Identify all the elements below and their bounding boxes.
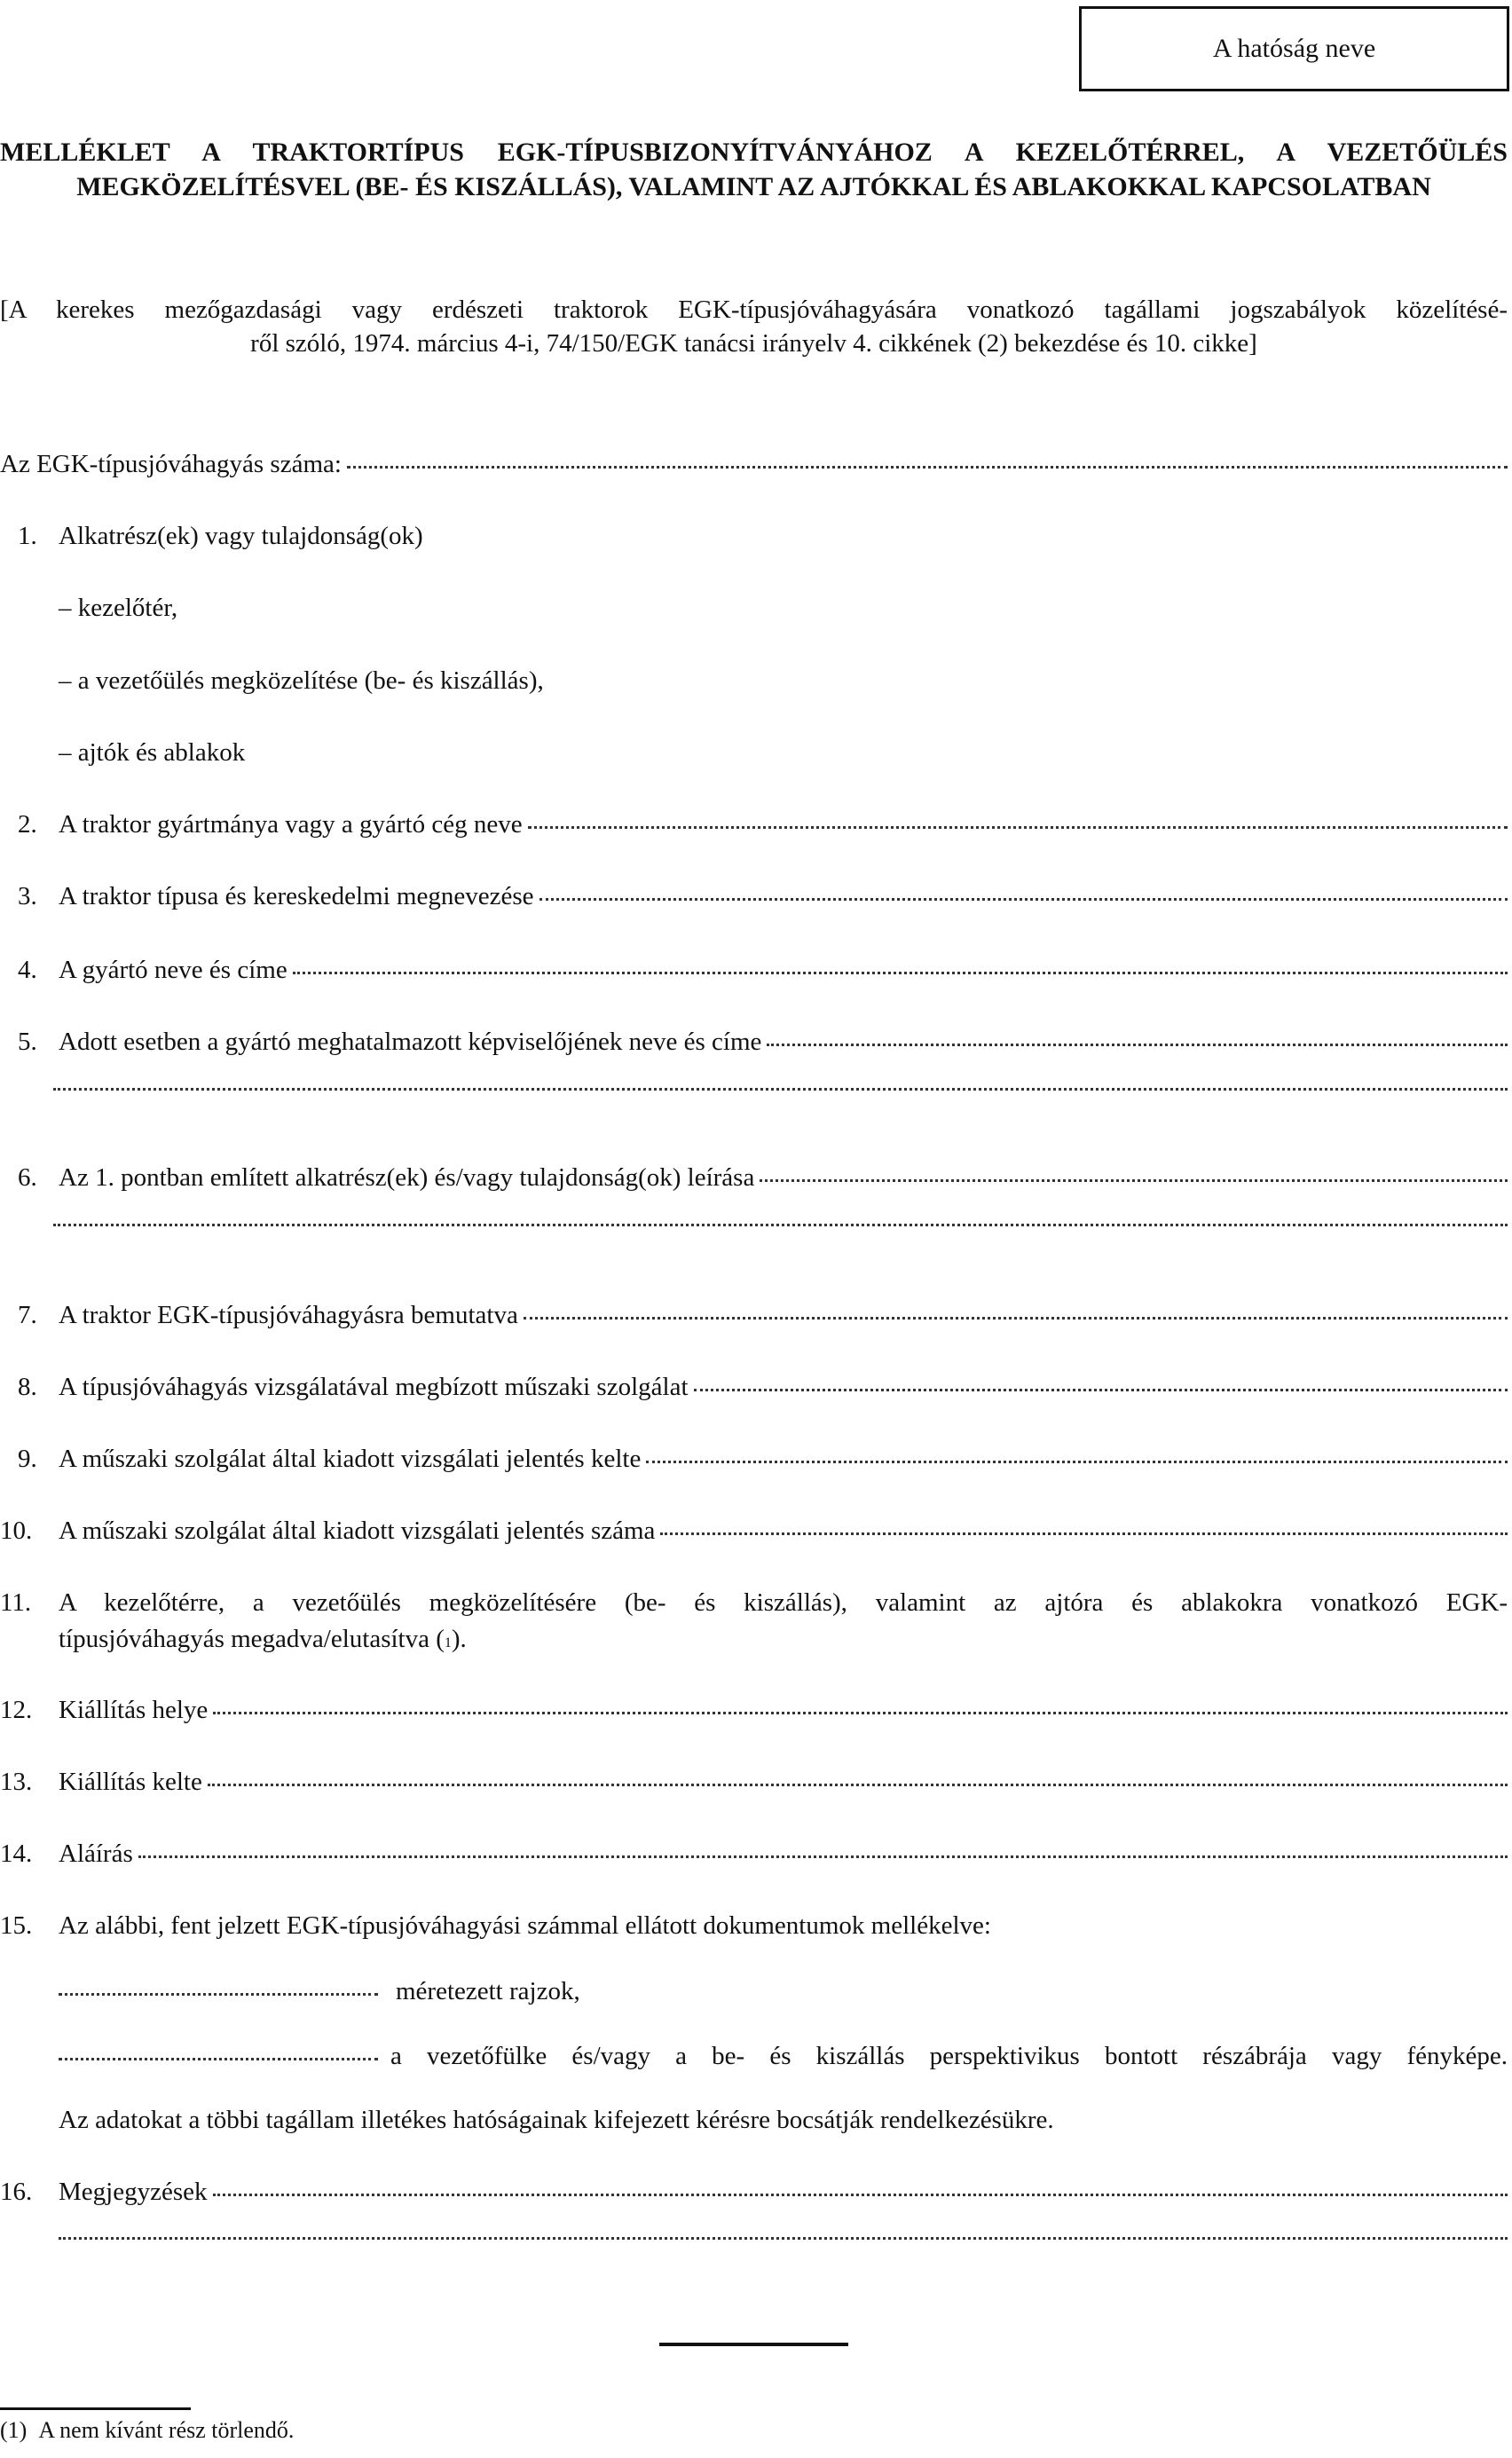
item-number: 3. — [18, 882, 37, 910]
item-15-photo-field[interactable] — [59, 2038, 1508, 2074]
item-label: A gyártó neve és címe — [59, 956, 287, 984]
item-1 — [18, 518, 1508, 554]
item-4-field[interactable] — [18, 952, 1508, 988]
dotted-leader — [59, 2237, 1508, 2240]
dotted-leader — [293, 972, 1508, 974]
item-12-field[interactable] — [0, 1692, 1508, 1728]
dotted-leader — [646, 1461, 1508, 1463]
item-label: A traktor gyártmánya vagy a gyártó cég neve — [59, 810, 523, 839]
item-11 — [0, 1585, 1508, 1620]
drawings-label: méretezett rajzok, — [396, 1977, 580, 2005]
item-label: Kiállítás kelte — [59, 1768, 202, 1796]
dotted-leader — [53, 1088, 1508, 1091]
item-label: Adott esetben a gyártó meghatalmazott képviselőjének neve és címe — [59, 1028, 762, 1056]
dotted-leader — [138, 1855, 1508, 1858]
item-label: Aláírás — [59, 1840, 133, 1868]
item-16-field[interactable] — [0, 2174, 1508, 2210]
dotted-leader — [213, 1712, 1508, 1714]
item-11-line-2 — [59, 1621, 1508, 1657]
item-label: Alkatrész(ek) vagy tulajdonság(ok) — [59, 522, 423, 550]
end-rule — [659, 2343, 848, 2346]
item-label: Az alábbi, fent jelzett EGK-típusjóváhagyási számmal ellátott dokumentumok mellékelve: — [59, 1911, 991, 1940]
item-8-field[interactable] — [18, 1369, 1508, 1405]
note-text: Az adatokat a többi tagállam illetékes hatóságainak kifejezett kérésre bocsátják rendelkezésükre. — [59, 2106, 1054, 2134]
item-13-field[interactable] — [0, 1764, 1508, 1800]
footnote — [0, 2417, 294, 2444]
item-label: A műszaki szolgálat által kiadott vizsgálati jelentés kelte — [59, 1445, 642, 1473]
item-label: A traktor EGK-típusjóváhagyásra bemutatva — [59, 1301, 518, 1329]
item-number: 11. — [0, 1588, 32, 1617]
item-1-dash-2: – a vezetőülés megközelítése (be- és kiszállás), — [59, 666, 544, 695]
dotted-leader — [539, 898, 1508, 901]
item-5-field[interactable] — [18, 1024, 1508, 1060]
item-6-continuation-field[interactable] — [53, 1227, 1508, 1263]
item-label: A traktor típusa és kereskedelmi megnevezése — [59, 882, 534, 910]
item-6-field[interactable] — [18, 1160, 1508, 1195]
authority-name-label: A hatóság neve — [1212, 34, 1376, 63]
item-7-field[interactable] — [18, 1297, 1508, 1333]
item-5-continuation-field[interactable] — [53, 1091, 1508, 1127]
dotted-leader — [660, 1532, 1508, 1535]
footnote-reference: 1 — [444, 1635, 452, 1650]
item-1-dash-1: – kezelőtér, — [59, 594, 178, 622]
item-label: Kiállítás helye — [59, 1696, 209, 1724]
item-15 — [0, 1908, 1508, 1943]
item-number: 16. — [0, 2178, 33, 2206]
item-label-continued: típusjóváhagyás megadva/elutasítva ( — [59, 1625, 445, 1653]
dotted-leader — [53, 1224, 1508, 1226]
footnote-rule — [0, 2407, 191, 2410]
reference-line-2: ről szóló, 1974. március 4-i, 74/150/EGK tanácsi irányelv 4. cikkének (2) bekezdése és 10. cikke] — [250, 329, 1257, 358]
item-number: 8. — [18, 1373, 37, 1401]
dotted-leader — [59, 1993, 378, 1996]
item-number: 9. — [18, 1445, 37, 1473]
item-2-field[interactable] — [18, 807, 1508, 842]
item-15-note — [59, 2102, 1508, 2138]
photo-label: a vezetőfülke és/vagy a be- és kiszállás perspektivikus bontott részábrája vagy fényképe. — [390, 2042, 1508, 2070]
item-3-field[interactable] — [18, 878, 1508, 914]
dotted-leader — [767, 1044, 1508, 1046]
item-number: 12. — [0, 1696, 33, 1724]
item-number: 2. — [18, 810, 37, 839]
authority-name-box — [1079, 6, 1509, 91]
item-label: A kezelőtérre, a vezetőülés megközelítésére (be- és kiszállás), valamint az ajtóra és ablakokra vonatkozó EGK- — [59, 1588, 1508, 1617]
dotted-leader — [524, 1317, 1508, 1320]
item-15-drawings-field[interactable] — [59, 1973, 1508, 2009]
item-number: 15. — [0, 1911, 33, 1940]
item-label: A műszaki szolgálat által kiadott vizsgálati jelentés száma — [59, 1517, 656, 1545]
dotted-leader — [59, 2058, 378, 2060]
dotted-leader — [208, 1784, 1508, 1786]
item-14-field[interactable] — [0, 1836, 1508, 1871]
dotted-leader — [760, 1179, 1508, 1182]
dotted-leader — [347, 466, 1508, 469]
item-number: 6. — [18, 1163, 37, 1192]
annex-title-line-1: MELLÉKLET A TRAKTORTÍPUS EGK-TÍPUSBIZONYÍTVÁNYÁHOZ A KEZELŐTÉRREL, A VEZETŐÜLÉS — [0, 138, 1508, 167]
item-16-continuation-field[interactable] — [59, 2241, 1508, 2276]
item-number: 4. — [18, 956, 37, 984]
item-10-field[interactable] — [0, 1513, 1508, 1548]
item-9-field[interactable] — [18, 1441, 1508, 1477]
dotted-leader — [694, 1389, 1508, 1391]
footnote-text: A nem kívánt rész törlendő. — [38, 2417, 295, 2443]
item-number: 7. — [18, 1301, 37, 1329]
item-1-dash-3: – ajtók és ablakok — [59, 738, 246, 767]
dotted-leader — [528, 826, 1508, 829]
item-number: 14. — [0, 1840, 33, 1868]
annex-title-line-2: MEGKÖZELÍTÉSVEL (BE- ÉS KISZÁLLÁS), VALAMINT AZ AJTÓKKAL ÉS ABLAKOKKAL KAPCSOLATBAN — [76, 172, 1431, 201]
item-number: 1. — [18, 522, 37, 550]
item-number: 5. — [18, 1028, 37, 1056]
item-number: 13. — [0, 1768, 33, 1796]
dotted-leader — [213, 2194, 1508, 2196]
item-number: 10. — [0, 1517, 33, 1545]
approval-number-field[interactable] — [0, 446, 1508, 482]
item-label: Az 1. pontban említett alkatrész(ek) és/vagy tulajdonság(ok) leírása — [59, 1163, 755, 1192]
item-label: Megjegyzések — [59, 2178, 208, 2206]
reference-line-1: [A kerekes mezőgazdasági vagy erdészeti traktorok EGK-típusjóváhagyására vonatkozó tagállami jogszabályok közelítésé- — [0, 295, 1508, 324]
footnote-marker: (1) — [0, 2417, 28, 2443]
approval-number-label: Az EGK-típusjóváhagyás száma: — [0, 450, 342, 478]
item-label-end: ). — [451, 1625, 467, 1653]
item-label: A típusjóváhagyás vizsgálatával megbízott műszaki szolgálat — [59, 1373, 689, 1401]
